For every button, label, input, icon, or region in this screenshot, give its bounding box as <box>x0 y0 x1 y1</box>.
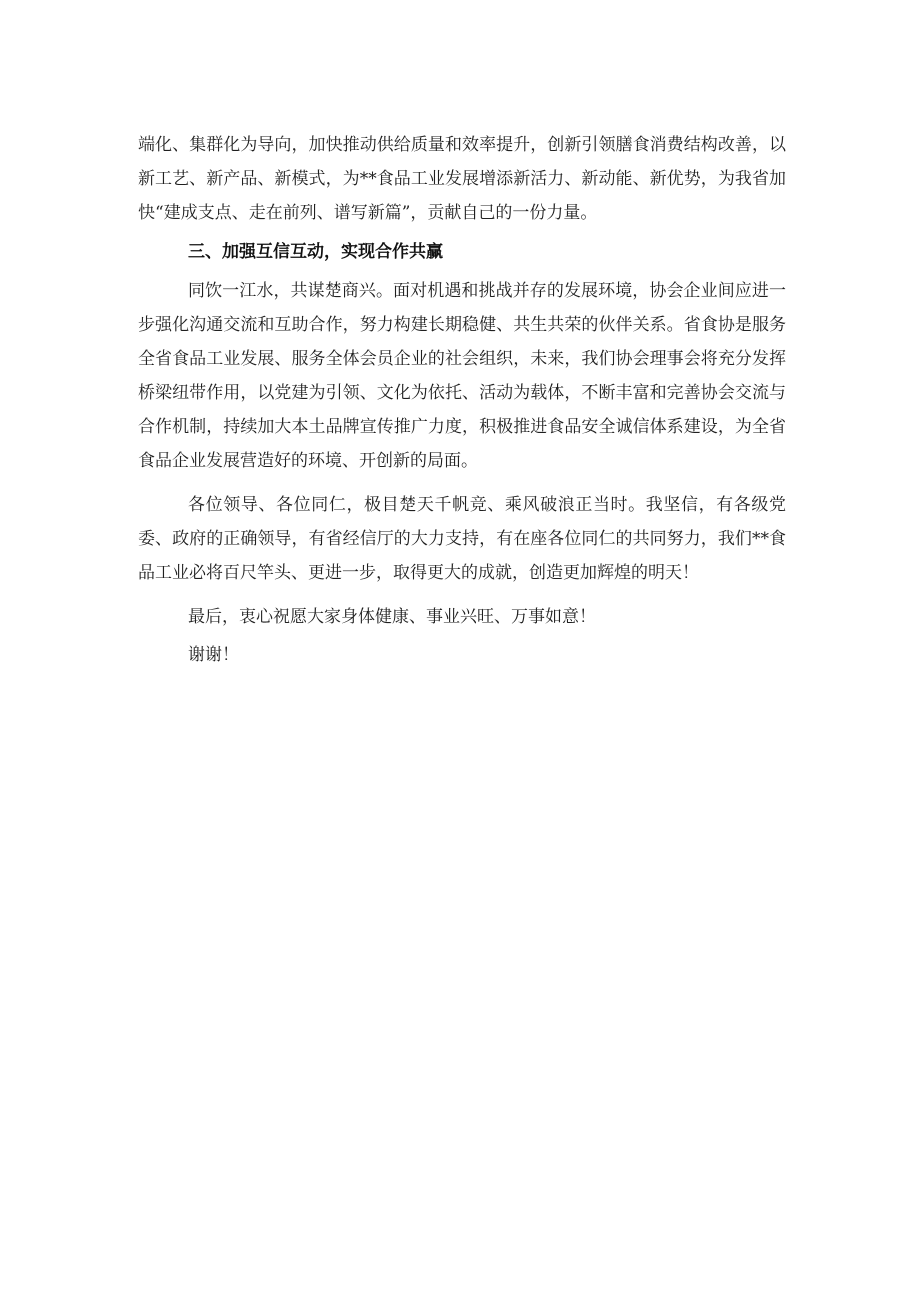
section-heading: 三、加强互信互动，实现合作共赢 <box>188 242 443 262</box>
paragraph-thanks: 谢谢！ <box>188 645 239 665</box>
paragraph-wishes: 最后，衷心祝愿大家身体健康、事业兴旺、万事如意！ <box>188 607 596 627</box>
continuation-paragraph: 端化、集群化为导向，加快推动供给质量和效率提升，创新引领膳食消费结构改善，以新工艺、新产品、新模式，为**食品工业发展增添新活力、新动能、新优势，为我省加快“建成支点、走在前列、谱写新篇”，贡献自己的一份力量。 <box>138 135 786 223</box>
document-body <box>138 128 786 672</box>
paragraph-confidence: 各位领导、各位同仁，极目楚天千帆竞、乘风破浪正当时。我坚信，有各级党委、政府的正确领导，有省经信厅的大力支持，有在座各位同仁的共同努力，我们**食品工业必将百尺竿头、更进一步，取得更大的成就，创造更加辉煌的明天！ <box>138 495 786 583</box>
paragraph-cooperation: 同饮一江水，共谋楚商兴。面对机遇和挑战并存的发展环境，协会企业间应进一步强化沟通交流和互助合作，努力构建长期稳健、共生共荣的伙伴关系。省食协是服务全省食品工业发展、服务全体会员企业的社会组织，未来，我们协会理事会将充分发挥桥梁纽带作用，以党建为引领、文化为依托、活动为载体，不断丰富和完善协会交流与合作机制，持续加大本土品牌宣传推广力度，积极推进食品安全诚信体系建设，为全省食品企业发展营造好的环境、开创新的局面。 <box>138 281 786 471</box>
